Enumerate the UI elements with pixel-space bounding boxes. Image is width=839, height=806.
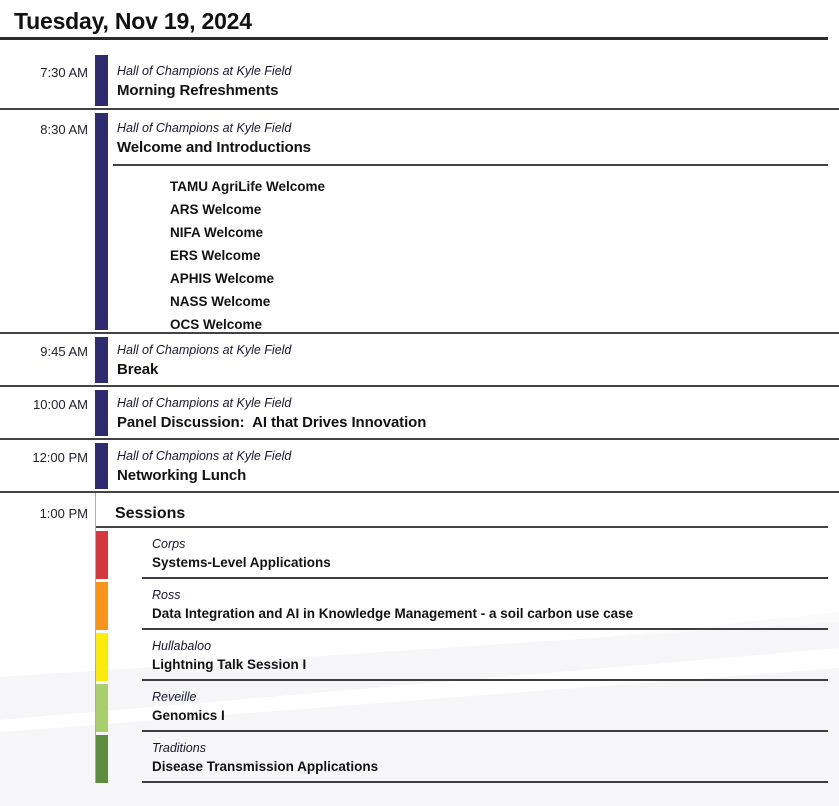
breakout-room: Hullabaloo <box>152 639 212 653</box>
room-color-bar <box>96 531 108 579</box>
session-content <box>108 40 839 108</box>
breakout-body <box>142 630 828 681</box>
time-label: 1:00 PM <box>39 506 88 521</box>
session-color-bar <box>95 113 108 330</box>
breakout-body <box>142 579 828 630</box>
session-title: Morning Refreshments <box>117 82 279 99</box>
time-label: 10:00 AM <box>33 397 88 412</box>
welcome-item: APHIS Welcome <box>170 271 275 286</box>
breakout-title: Lightning Talk Session I <box>152 657 307 672</box>
session-content <box>108 387 839 438</box>
time-label: 8:30 AM <box>40 122 88 137</box>
breakout-session-traditions <box>96 732 839 783</box>
session-content <box>108 334 839 385</box>
breakout-title: Data Integration and AI in Knowledge Management - a soil carbon use case <box>152 606 634 621</box>
session-location: Hall of Champions at Kyle Field <box>117 449 292 463</box>
welcome-item: ERS Welcome <box>170 248 261 263</box>
session-location: Hall of Champions at Kyle Field <box>117 64 292 78</box>
breakout-title: Disease Transmission Applications <box>152 759 379 774</box>
schedule-row-1200 <box>0 440 839 493</box>
sessions-block <box>0 493 839 783</box>
welcome-item: TAMU AgriLife Welcome <box>170 179 326 194</box>
welcome-item: NIFA Welcome <box>170 225 264 240</box>
session-color-bar <box>95 337 108 383</box>
breakout-room: Reveille <box>152 690 197 704</box>
breakout-session-hullabaloo <box>96 630 839 681</box>
session-color-bar <box>95 443 108 489</box>
page-title: Tuesday, Nov 19, 2024 <box>14 8 252 34</box>
welcome-list <box>117 175 828 336</box>
schedule-row-1000 <box>0 387 839 440</box>
session-sub-rule <box>113 164 828 166</box>
session-color-bar <box>95 55 108 106</box>
breakout-title: Genomics I <box>152 708 225 723</box>
session-location: Hall of Champions at Kyle Field <box>117 396 292 410</box>
time-label: 9:45 AM <box>40 344 88 359</box>
breakout-body <box>142 528 828 579</box>
breakout-session-reveille <box>96 681 839 732</box>
breakout-session-ross <box>96 579 839 630</box>
welcome-item: NASS Welcome <box>170 294 271 309</box>
welcome-item: ARS Welcome <box>170 202 262 217</box>
breakout-body <box>142 732 828 783</box>
session-title: Networking Lunch <box>117 467 247 484</box>
session-location: Hall of Champions at Kyle Field <box>117 343 292 357</box>
session-location: Hall of Champions at Kyle Field <box>117 121 292 135</box>
breakout-session-corps <box>96 528 839 579</box>
room-color-bar <box>96 633 108 681</box>
schedule-row-945 <box>0 334 839 387</box>
sessions-main <box>95 493 839 783</box>
session-title: Break <box>117 361 159 378</box>
breakout-body <box>142 681 828 732</box>
session-content <box>108 110 839 332</box>
session-title: Panel Discussion: AI that Drives Innovation <box>117 414 427 431</box>
sessions-heading: Sessions <box>115 505 186 522</box>
breakout-title: Systems-Level Applications <box>152 555 331 570</box>
room-color-bar <box>96 582 108 630</box>
breakout-room: Ross <box>152 588 181 602</box>
schedule-row-830 <box>0 110 839 334</box>
session-color-bar <box>95 390 108 436</box>
session-title: Welcome and Introductions <box>117 139 311 156</box>
schedule-row-730 <box>0 40 839 110</box>
session-content <box>108 440 839 491</box>
time-label: 12:00 PM <box>32 450 88 465</box>
time-label: 7:30 AM <box>40 65 88 80</box>
breakout-room: Corps <box>152 537 186 551</box>
welcome-item: OCS Welcome <box>170 317 263 332</box>
breakout-room: Traditions <box>152 741 206 755</box>
room-color-bar <box>96 735 108 783</box>
room-color-bar <box>96 684 108 732</box>
